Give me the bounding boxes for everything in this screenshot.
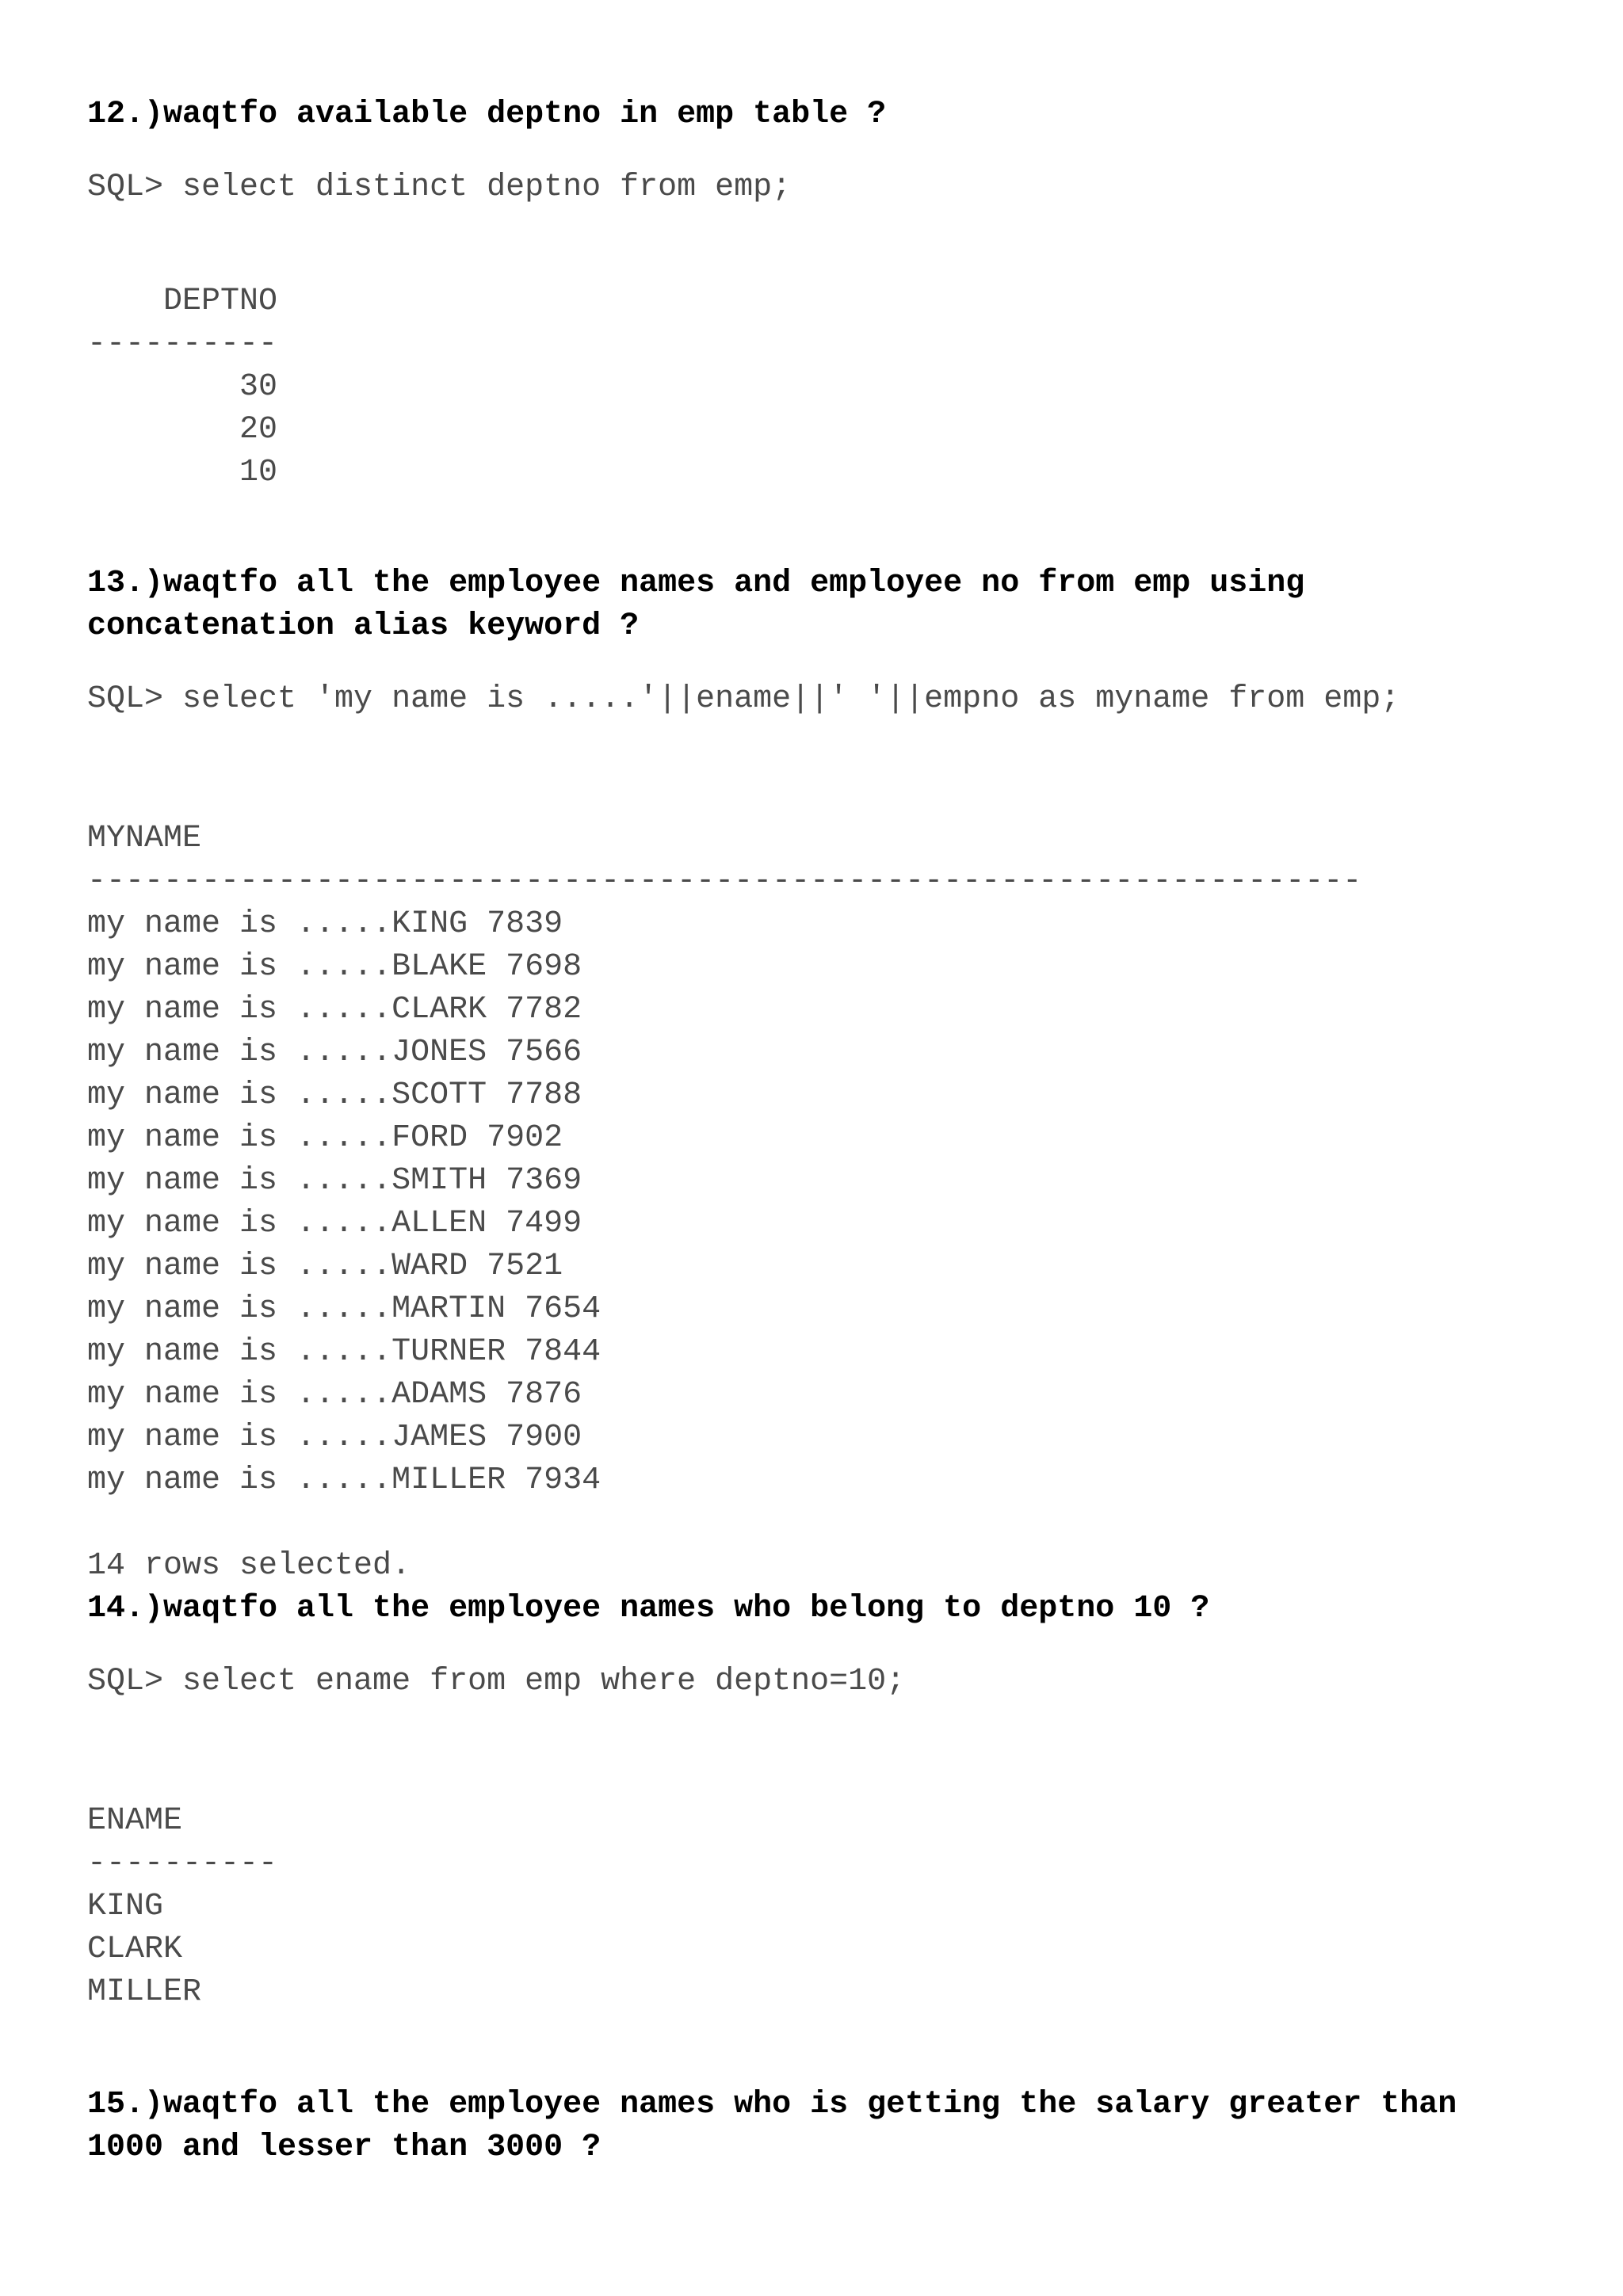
result-row: my name is .....BLAKE 7698 [87, 949, 582, 985]
result-row: my name is .....MARTIN 7654 [87, 1291, 601, 1327]
rows-selected-footer: 14 rows selected. [87, 1548, 411, 1584]
result-row: my name is .....ALLEN 7499 [87, 1206, 582, 1241]
result-row: MILLER [87, 1974, 202, 2010]
question-13-line-2: concatenation alias keyword ? [87, 608, 640, 644]
sql-query-12: SQL> select distinct deptno from emp; [87, 170, 792, 205]
result-row: 20 [87, 412, 278, 448]
result-row: my name is .....SCOTT 7788 [87, 1077, 582, 1113]
result-row: my name is .....JONES 7566 [87, 1035, 582, 1070]
sql-query-14: SQL> select ename from emp where deptno=10; [87, 1664, 906, 1699]
result-row: 30 [87, 369, 278, 405]
column-rule: ---------- [87, 326, 278, 362]
result-row: 10 [87, 455, 278, 490]
result-row: my name is .....KING 7839 [87, 906, 563, 942]
sql-query-13: SQL> select 'my name is .....'||ename||' '||empno as myname from emp; [87, 681, 1400, 717]
result-row: my name is .....WARD 7521 [87, 1249, 563, 1284]
question-12: 12.)waqtfo available deptno in emp table ? [87, 97, 887, 132]
result-row: my name is .....FORD 7902 [87, 1120, 563, 1156]
question-15-line-1: 15.)waqtfo all the employee names who is getting the salary greater than [87, 2087, 1457, 2122]
column-header-myname: MYNAME [87, 821, 202, 856]
result-row: my name is .....SMITH 7369 [87, 1163, 582, 1199]
result-row: CLARK [87, 1932, 183, 1967]
result-row: my name is .....ADAMS 7876 [87, 1377, 582, 1413]
column-header-ename: ENAME [87, 1803, 183, 1839]
question-15-line-2: 1000 and lesser than 3000 ? [87, 2130, 601, 2165]
result-row: my name is .....CLARK 7782 [87, 992, 582, 1028]
column-header-deptno: DEPTNO [87, 284, 278, 319]
column-rule: ------------------------------------------------------------------- [87, 864, 1362, 899]
result-row: my name is .....JAMES 7900 [87, 1420, 582, 1455]
result-row: my name is .....MILLER 7934 [87, 1463, 601, 1498]
question-14: 14.)waqtfo all the employee names who belong to deptno 10 ? [87, 1591, 1210, 1627]
question-13-line-1: 13.)waqtfo all the employee names and employee no from emp using [87, 566, 1305, 601]
result-row: my name is .....TURNER 7844 [87, 1334, 601, 1370]
result-row: KING [87, 1889, 164, 1924]
column-rule: ---------- [87, 1846, 278, 1882]
